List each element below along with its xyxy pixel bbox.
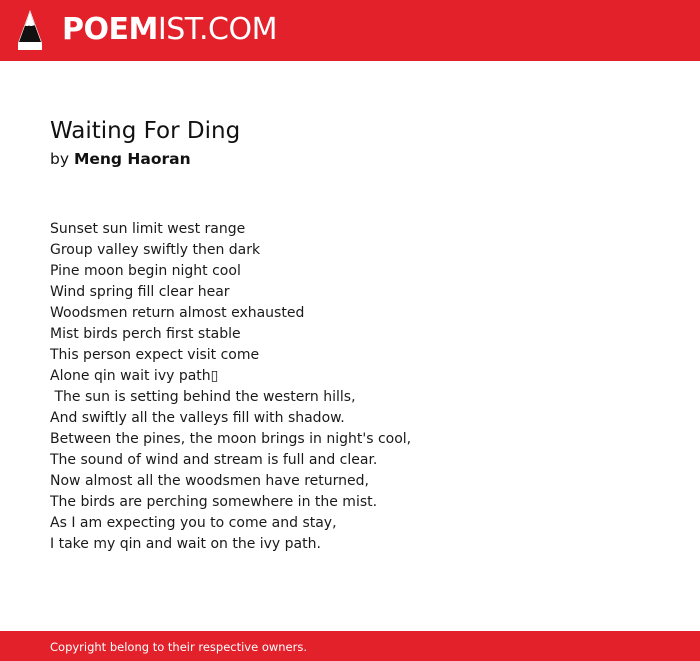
poem-line: Sunset sun limit west range: [50, 221, 246, 237]
poem-title: Waiting For Ding: [50, 118, 241, 144]
poem-line: The sound of wind and stream is full and clear.: [50, 452, 378, 468]
poem-line: Between the pines, the moon brings in night's cool,: [50, 431, 412, 447]
poem-line: And swiftly all the valleys fill with shadow.: [50, 410, 345, 426]
poem-line: Wind spring fill clear hear: [50, 284, 230, 300]
poem-line: This person expect visit come: [50, 347, 260, 363]
poem-line: I take my qin and wait on the ivy path.: [50, 536, 321, 552]
by-label: by: [50, 150, 70, 168]
site-footer: [0, 631, 700, 661]
site-header: [0, 0, 700, 61]
poem-line: Mist birds perch first stable: [50, 326, 241, 342]
site-logo[interactable]: [62, 12, 277, 48]
poem-body: [50, 219, 411, 555]
poem-line: Woodsmen return almost exhausted: [50, 305, 305, 321]
logo-bold-text: POEM: [62, 12, 158, 47]
poem-line: Now almost all the woodsmen have returned,: [50, 473, 369, 489]
poem-line: The birds are perching somewhere in the mist.: [50, 494, 378, 510]
copyright-text: Copyright belong to their respective owners.: [50, 640, 308, 654]
poem-line: Pine moon begin night cool: [50, 263, 241, 279]
author-name: Meng Haoran: [73, 150, 191, 168]
poem-line: Alone qin wait ivy path▯: [50, 368, 219, 384]
poem-line: Group valley swiftly then dark: [50, 242, 261, 258]
poem-line: As I am expecting you to come and stay,: [50, 515, 337, 531]
poem-line: The sun is setting behind the western hills,: [50, 389, 356, 405]
byline: [50, 148, 191, 170]
pencil-icon[interactable]: [17, 9, 43, 51]
logo-light-text: IST.COM: [157, 12, 277, 47]
